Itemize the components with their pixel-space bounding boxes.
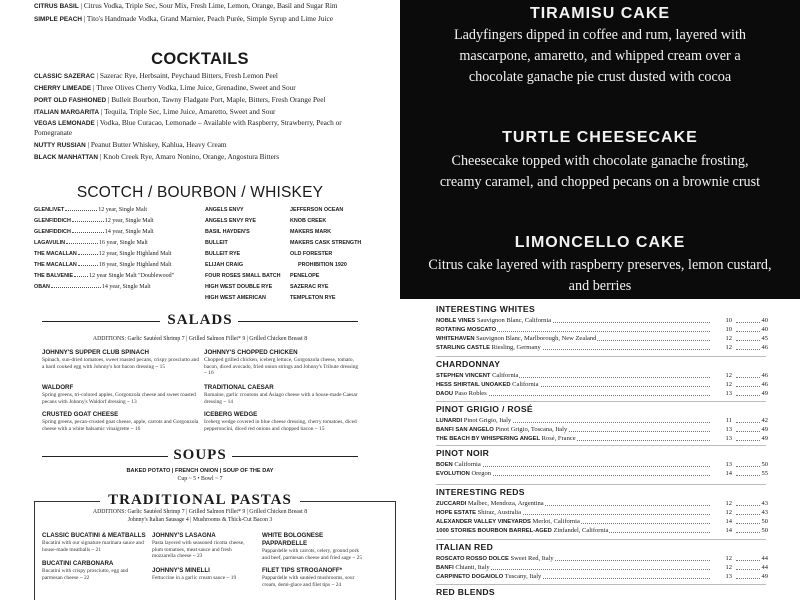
dessert-description: Ladyfingers dipped in coffee and rum, layered with mascarpone, amaretto, and whipped cream over a chocolate ganache pie crust dusted with cocoa <box>453 27 747 85</box>
dessert-title: LIMONCELLO CAKE <box>514 234 686 251</box>
wine-item: WHITEHAVEN Sauvignon Blanc, Marlborough, New Zealand 12 45 <box>436 335 768 343</box>
salad-item: JOHNNY'S SUPPER CLUB SPINACH Spinach, sun-dried tomatoes, sweet roasted pecans, crispy prosciutto and a hard cooked egg with Johnny's hot bacon dressing ~ 15 <box>42 349 200 370</box>
bottle-price: 40 <box>761 326 768 334</box>
cocktail-item: CITRUS BASIL | Citrus Vodka, Triple Sec, Sour Mix, Fresh Lime, Lemon, Orange, Basil and Sugar Rim <box>34 1 338 10</box>
glass-price: 13 <box>725 435 732 443</box>
food-menu-page <box>0 300 400 600</box>
wine-item: DAOU Paso Robles 13 49 <box>436 390 768 398</box>
bottle-price: 50 <box>761 518 768 526</box>
whiskey-item: ANGELS ENVY <box>205 207 244 213</box>
wine-item: THE BEACH BY WHISPERING ANGEL Rosé, France 13 49 <box>436 435 768 443</box>
wine-item: HOPE ESTATE Shiraz, Australia 12 43 <box>436 509 768 517</box>
whiskey-item: THE MACALLAN 18 year, Single Highland Malt <box>34 262 172 268</box>
cocktail-item: VEGAS LEMONADE | Vodka, Blue Curacao, Lemonade – Available with Raspberry, Strawberry, Peach or Pomegranate <box>34 118 342 137</box>
bottle-price: 43 <box>761 500 768 507</box>
wine-category: CHARDONNAY <box>436 359 501 369</box>
cocktail-item: PORT OLD FASHIONED | Bulleit Bourbon, Tawny Fladgate Port, Maple, Bitters, Fresh Orange Peel <box>34 95 326 104</box>
soups-list: BAKED POTATO | FRENCH ONION | SOUP OF THE DAY <box>126 468 274 474</box>
wine-item: CARPINETO DOGAIOLO Tuscany, Italy 13 49 <box>436 573 768 581</box>
bottle-price: 46 <box>761 381 768 389</box>
wine-category: INTERESTING WHITES <box>436 304 535 314</box>
wine-item: LUNARDI Pinot Grigio, Italy 11 42 <box>436 417 768 424</box>
wine-item: ROSCATO ROSSO DOLCE Sweet Red, Italy 12 44 <box>436 555 768 562</box>
wine-category: PINOT GRIGIO / ROSÉ <box>436 404 533 414</box>
pasta-item: JOHNNY'S LASAGNA Pasta layered with seasoned ricotta cheese, plum tomatoes, meat sauce and fresh mozzarella cheese ~ 23 <box>152 532 245 560</box>
bottle-price: 55 <box>761 470 768 478</box>
salad-item: ICEBERG WEDGE Iceberg wedge covered in blue cheese dressing, cherry tomatoes, diced pepperoncini, diced red onions and chopped bacon ~ 15 <box>204 411 357 432</box>
cocktail-item: SIMPLE PEACH | Tito's Handmade Vodka, Grand Marnier, Peach Purée, Simple Syrup and Lime Juice <box>34 14 334 23</box>
wine-item: STARLING CASTLE Riesling, Germany 12 46 <box>436 344 768 352</box>
glass-price: 12 <box>725 335 732 343</box>
bottle-price: 44 <box>761 564 768 572</box>
wine-item: 1000 STORIES BOURBON BARREL-AGED Zinfandel, California 14 50 <box>436 527 768 535</box>
bottle-price: 42 <box>761 417 768 424</box>
wine-divider <box>436 356 766 357</box>
wine-category: ITALIAN RED <box>436 542 494 552</box>
wine-item: BANFI SAN ANGELO Pinot Grigio, Toscana, Italy 13 49 <box>436 426 768 434</box>
whiskey-item: OBAN 14 year, Single Malt <box>34 284 151 290</box>
salad-item: CRUSTED GOAT CHEESE Spring greens, pecan-crusted goat cheese, apple, carrots and Gorgonzola cheese with a white balsamic vinaigrette ~ 16 <box>42 411 199 432</box>
wine-item: BANFI Chianti, Italy 12 44 <box>436 564 768 572</box>
glass-price: 12 <box>725 372 732 379</box>
glass-price: 10 <box>725 326 732 334</box>
cocktail-item: CHERRY LIMEADE | Three Olives Cherry Vodka, Lime Juice, Grenadine, Sweet and Sour <box>34 83 296 92</box>
whiskey-item: ANGELS ENVY RYE <box>205 218 256 224</box>
bottle-price: 43 <box>761 509 768 517</box>
glass-price: 14 <box>725 470 732 478</box>
whiskey-item: THE MACALLAN 12 year, Single Highland Malt <box>34 251 172 257</box>
bottle-price: 40 <box>761 317 768 324</box>
dessert-title: TURTLE CHEESECAKE <box>502 129 698 146</box>
whiskey-item: LAGAVULIN 16 year, Single Malt <box>34 240 148 246</box>
wine-item: ROTATING MOSCATO 10 40 <box>436 326 768 334</box>
whiskey-item: JEFFERSON OCEAN <box>290 207 344 213</box>
glass-price: 12 <box>725 555 732 562</box>
whiskey-column-bourbon <box>205 205 289 299</box>
whiskey-item: KNOB CREEK <box>290 218 327 224</box>
wine-item: BOEN California 13 50 <box>436 461 768 468</box>
pastas-title: TRADITIONAL PASTAS <box>100 492 300 509</box>
wine-category: PINOT NOIR <box>436 448 490 458</box>
whiskey-item: PROHIBITION 1920 <box>298 262 347 268</box>
wine-item: NOBLE VINES Sauvignon Blanc, California 10 40 <box>436 317 768 324</box>
whiskey-item: GLENFIDDICH 14 year, Single Malt <box>34 229 154 235</box>
whiskey-item: TEMPLETON RYE <box>290 295 336 299</box>
bottle-price: 45 <box>761 335 768 343</box>
glass-price: 12 <box>725 500 732 507</box>
bottle-price: 49 <box>761 390 768 398</box>
bottle-price: 49 <box>761 435 768 443</box>
whiskey-item: BASIL HAYDEN'S <box>205 229 250 235</box>
pasta-item: CLASSIC BUCATINI & MEATBALLS Bucatini with our signature marinara sauce and house-made meatballs ~ 21 <box>42 532 146 553</box>
cocktails-title: COCKTAILS <box>151 50 249 68</box>
whiskey-item: THE BALVENIE 12 year Single Malt "Doublewood" <box>34 273 175 279</box>
soups-title: SOUPS <box>173 447 227 463</box>
dessert-description: Cheesecake topped with chocolate ganache frosting, creamy caramel, and chopped pecans on a brownie crust <box>439 153 761 190</box>
dessert-description: Citrus cake layered with raspberry preserves, lemon custard, and berries <box>428 257 772 294</box>
whiskey-item: BULLEIT RYE <box>205 251 241 257</box>
wine-list-page <box>400 300 800 600</box>
whiskey-item: SAZERAC RYE <box>290 284 329 290</box>
wine-item: ALEXANDER VALLEY VINEYARDS Merlot, California 14 50 <box>436 518 768 526</box>
wine-item: STEPHEN VINCENT California 12 46 <box>436 372 768 379</box>
glass-price: 12 <box>725 509 732 517</box>
glass-price: 12 <box>725 344 732 352</box>
wine-divider <box>436 401 766 402</box>
salad-item: JOHNNY'S CHOPPED CHICKEN Chopped grilled chicken, iceberg lettuce, Gorgonzola cheese, tomato, bacon, diced avocado, fried onion strings and Johnny's Tribute dressing ~ 16 <box>204 349 359 377</box>
whiskey-item: FOUR ROSES SMALL BATCH <box>205 273 281 279</box>
wine-item: HESS SHIRTAIL UNOAKED California 12 46 <box>436 381 768 389</box>
pasta-item: FILET TIPS STROGANOFF* Pappardelle with sautéed mushrooms, sour cream, demi-glace and filet tips ~ 24 <box>262 567 355 588</box>
bottle-price: 49 <box>761 426 768 434</box>
salad-item: TRADITIONAL CAESAR Romaine, garlic croutons and Asiago cheese with a house-made Caesar dressing ~ 14 <box>204 384 358 405</box>
wine-divider <box>436 484 766 485</box>
whiskey-item: GLENLIVET 12 year, Single Malt <box>34 207 147 213</box>
glass-price: 14 <box>725 518 732 526</box>
cocktail-item: ITALIAN MARGARITA | Tequila, Triple Sec, Lime Juice, Amaretto, Sweet and Sour <box>34 107 276 116</box>
whiskey-item: MAKERS MARK <box>290 229 332 235</box>
wine-item: ZUCCARDI Malbec, Mendoza, Argentina 12 43 <box>436 500 768 507</box>
dessert-page <box>400 0 800 299</box>
wine-category: RED BLENDS <box>436 587 495 597</box>
glass-price: 14 <box>725 527 732 535</box>
wine-item: EVOLUTION Oregon 14 55 <box>436 470 768 478</box>
pastas-additions: ADDITIONS: Garlic Sautéed Shrimp 7 | Grilled Salmon Fillet* 9 | Grilled Chicken Breast 8 <box>92 509 308 515</box>
dessert-title: TIRAMISU CAKE <box>529 5 671 22</box>
wine-divider <box>436 539 766 540</box>
glass-price: 13 <box>725 573 732 581</box>
bottle-price: 49 <box>761 573 768 581</box>
bottle-price: 46 <box>761 344 768 352</box>
whiskey-column-rye <box>290 205 390 299</box>
bottle-price: 50 <box>761 461 768 468</box>
bottle-price: 50 <box>761 527 768 535</box>
whiskey-column-scotch <box>34 205 202 293</box>
salads-title: SALADS <box>167 312 233 328</box>
bottle-price: 46 <box>761 372 768 379</box>
whiskey-item: HIGH WEST AMERICAN <box>205 295 266 299</box>
cocktail-item: NUTTY RUSSIAN | Peanut Butter Whiskey, Kahlua, Heavy Cream <box>34 140 227 149</box>
wine-divider <box>436 445 766 446</box>
whiskey-item: MAKERS CASK STRENGTH <box>290 240 362 246</box>
bottle-price: 44 <box>761 555 768 562</box>
whiskey-item: OLD FORESTER <box>290 251 333 257</box>
cocktail-whiskey-page <box>0 0 400 299</box>
whiskey-item: HIGH WEST DOUBLE RYE <box>205 284 273 290</box>
glass-price: 13 <box>725 426 732 434</box>
glass-price: 13 <box>725 390 732 398</box>
whiskey-title: SCOTCH / BOURBON / WHISKEY <box>76 184 324 201</box>
wine-divider <box>436 584 766 585</box>
whiskey-item: BULLEIT <box>205 240 228 246</box>
pasta-item: WHITE BOLOGNESE PAPPARDELLE Pappardelle with carrots, celery, ground pork and beef, parmesan cheese and fried sage ~ 25 <box>262 532 363 561</box>
glass-price: 11 <box>725 417 732 424</box>
cocktail-item: CLASSIC SAZERAC | Sazerac Rye, Herbsaint, Peychaud Bitters, Fresh Lemon Peel <box>34 71 278 80</box>
soups-prices: Cup ~ 5 • Bowl ~ 7 <box>177 476 223 482</box>
whiskey-item: ELIJAH CRAIG <box>205 262 244 268</box>
glass-price: 13 <box>725 461 732 468</box>
pastas-additions-2: Johnny's Italian Sausage 4 | Mushrooms & Thick-Cut Bacon 3 <box>127 517 273 523</box>
salad-item: WALDORF Spring greens, tri-colored apples, Gorgonzola cheese and sweet roasted pecans with Johnny's Waldorf dressing ~ 13 <box>42 384 196 405</box>
glass-price: 12 <box>725 381 732 389</box>
pasta-item: JOHNNY'S MINELLI Fettuccine in a garlic cream sauce ~ 19 <box>152 567 237 581</box>
whiskey-item: GLENFIDDICH 12 year, Single Malt <box>34 218 154 224</box>
glass-price: 12 <box>725 564 732 572</box>
salads-additions: ADDITIONS: Garlic Sautéed Shrimp 7 | Grilled Salmon Fillet* 9 | Grilled Chicken Breast 8 <box>92 336 308 342</box>
glass-price: 10 <box>725 317 732 324</box>
pasta-item: BUCATINI CARBONARA Bucatini with crispy prosciutto, egg and parmesan cheese ~ 22 <box>42 560 129 581</box>
whiskey-item: PENELOPE <box>290 273 320 279</box>
wine-category: INTERESTING REDS <box>436 487 525 497</box>
cocktail-item: BLACK MANHATTAN | Knob Creek Rye, Amaro Nonino, Orange, Angostura Bitters <box>34 152 280 161</box>
